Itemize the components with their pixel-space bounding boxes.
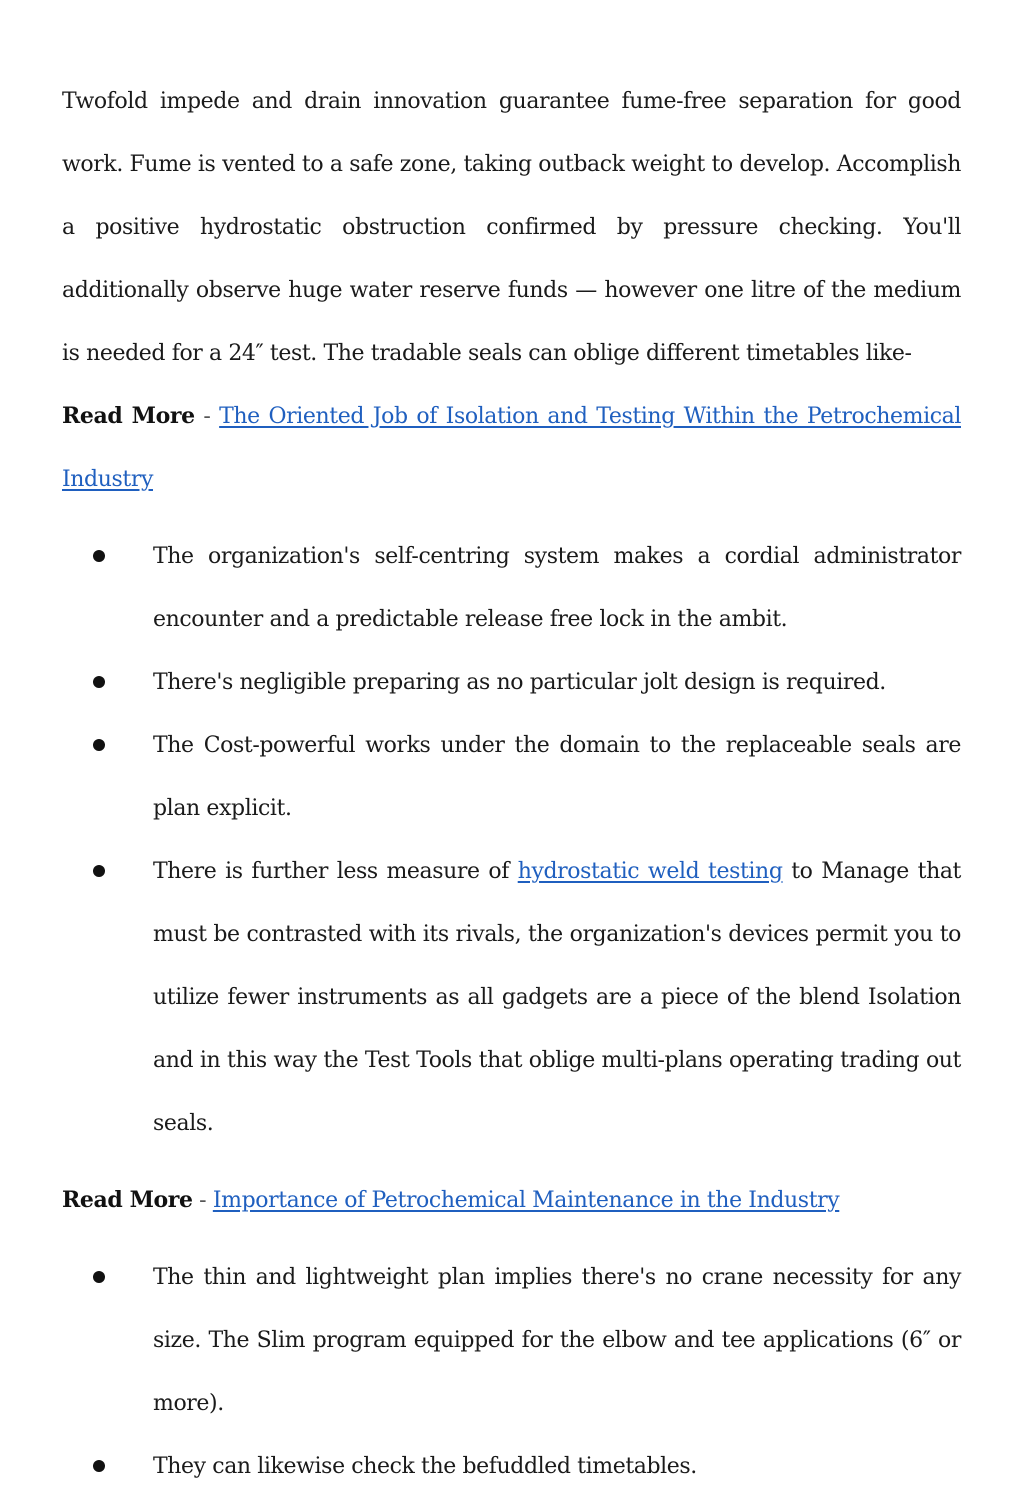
bullet-icon <box>93 739 105 751</box>
list-item-text: The thin and lightweight plan implies there's no crane necessity for any size. The Slim program equipped for the elbow and tee applications (6″ or more). <box>153 1265 961 1416</box>
read-more-separator: - <box>194 404 220 429</box>
list-item-text: The organization's self-centring system makes a cordial administrator encounter and a predictable release free lock in the ambit. <box>153 544 961 632</box>
list-item-text-after: to Manage that must be contrasted with its rivals, the organization's devices permit you to utilize fewer instruments as all gadgets are a piece of the blend Isolation and in this way the Test Tools that oblige multi-plans operating trading out seals. <box>153 859 961 1136</box>
list-item-text: The Cost-powerful works under the domain to the replaceable seals are plan explicit. <box>153 733 961 821</box>
bullet-icon <box>93 676 105 688</box>
list-item <box>62 840 961 1155</box>
list-item <box>62 1246 961 1435</box>
bullet-icon <box>93 550 105 562</box>
list-item-text-before: There is further less measure of <box>153 859 518 884</box>
list-item <box>62 714 961 840</box>
list-item <box>62 525 961 651</box>
document-page <box>62 70 961 1498</box>
list-item-text: There's negligible preparing as no particular jolt design is required. <box>153 670 886 695</box>
read-more-1 <box>62 385 961 511</box>
hydrostatic-weld-testing-link[interactable]: hydrostatic weld testing <box>517 859 783 884</box>
list-item <box>62 1435 961 1498</box>
list-item <box>62 651 961 714</box>
read-more-label: Read More <box>62 1187 193 1213</box>
list-item-text: They can likewise check the befuddled timetables. <box>153 1454 697 1479</box>
bullet-list-1 <box>62 525 961 1155</box>
bullet-icon <box>93 1271 105 1283</box>
read-more-link-isolation-testing[interactable]: The Oriented Job of Isolation and Testing Within the Petrochemical Industry <box>62 404 961 492</box>
read-more-separator: - <box>192 1188 213 1213</box>
bullet-icon <box>93 865 105 877</box>
read-more-link-petrochemical-maintenance[interactable]: Importance of Petrochemical Maintenance in the Industry <box>212 1188 840 1213</box>
intro-paragraph: Twofold impede and drain innovation guarantee fume-free separation for good work. Fume is vented to a safe zone, taking outback weight to develop. Accomplish a positive hydrostatic obstruction confirmed by pressure checking. You'll additionally observe huge water reserve funds — however one litre of the medium is needed for a 24″ test. The tradable seals can oblige different timetables like- <box>62 89 961 366</box>
bullet-icon <box>93 1460 105 1472</box>
read-more-label: Read More <box>62 403 195 429</box>
read-more-2 <box>62 1169 961 1232</box>
bullet-list-2 <box>62 1246 961 1498</box>
